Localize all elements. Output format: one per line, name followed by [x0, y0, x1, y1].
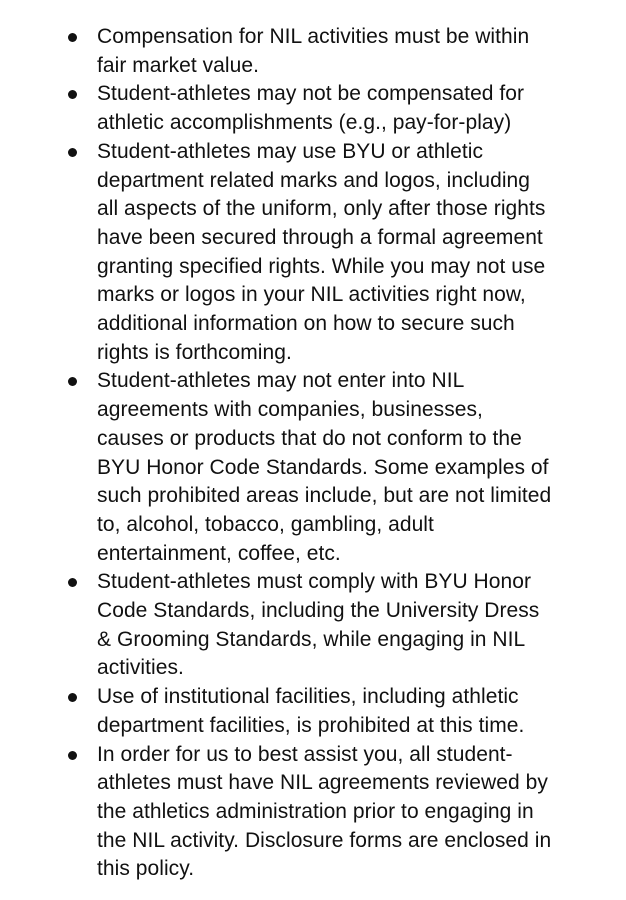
bullet-list — [0, 23, 626, 884]
bullet-line: Compensation for NIL activities must be within — [97, 25, 530, 48]
bullet-line: In order for us to best assist you, all student- — [97, 742, 513, 766]
bullet-icon — [68, 90, 77, 99]
bullet-line: BYU Honor Code Standards. Some examples of — [97, 455, 549, 479]
list-item — [0, 683, 626, 740]
bullet-line: to, alcohol, tobacco, gambling, adult — [97, 512, 434, 536]
bullet-line: agreements with companies, businesses, — [97, 398, 483, 422]
list-item — [0, 568, 626, 683]
bullet-line: department related marks and logos, including — [97, 168, 530, 192]
bullet-line: have been secured through a formal agreement — [97, 225, 543, 249]
bullet-line: Student-athletes may not be compensated for — [97, 82, 525, 106]
bullet-line: & Grooming Standards, while engaging in NIL — [97, 627, 526, 651]
bullet-line: athletic accomplishments (e.g., pay-for-play) — [97, 111, 512, 135]
bullet-line: Student-athletes may not enter into NIL — [97, 369, 465, 393]
bullet-line: this policy. — [97, 857, 195, 881]
bullet-line: such prohibited areas include, but are not limited — [97, 484, 552, 508]
bullet-line: all aspects of the uniform, only after those rights — [97, 197, 546, 221]
bullet-icon — [68, 377, 77, 386]
bullet-line: activities. — [97, 656, 184, 680]
bullet-icon — [68, 148, 77, 157]
list-item — [0, 367, 626, 568]
list-item — [0, 741, 626, 885]
bullet-line: Use of institutional facilities, including athletic — [97, 685, 519, 709]
bullet-line: the athletics administration prior to engaging in — [97, 799, 534, 823]
bullet-line: athletes must have NIL agreements reviewed by — [97, 771, 548, 795]
bullet-line: Student-athletes must comply with BYU Honor — [97, 570, 532, 594]
list-item — [0, 80, 626, 137]
bullet-line: additional information on how to secure such — [97, 312, 515, 336]
bullet-icon — [68, 693, 77, 702]
bullet-line: department facilities, is prohibited at this time. — [97, 713, 525, 737]
bullet-line: Student-athletes may use BYU or athletic — [97, 139, 484, 163]
bullet-line: fair market value. — [97, 53, 259, 77]
bullet-icon — [68, 578, 77, 587]
list-item — [0, 138, 626, 368]
bullet-icon — [68, 751, 77, 760]
bullet-icon — [68, 33, 77, 42]
bullet-line: causes or products that do not conform to the — [97, 426, 522, 450]
bullet-line: Code Standards, including the University Dress — [97, 599, 540, 623]
bullet-line: entertainment, coffee, etc. — [97, 541, 341, 565]
bullet-line: granting specified rights. While you may not use — [97, 254, 546, 278]
bullet-line: rights is forthcoming. — [97, 340, 292, 364]
bullet-line: the NIL activity. Disclosure forms are enclosed in — [97, 828, 552, 852]
list-item — [0, 23, 626, 80]
bullet-line: marks or logos in your NIL activities right now, — [97, 283, 526, 307]
